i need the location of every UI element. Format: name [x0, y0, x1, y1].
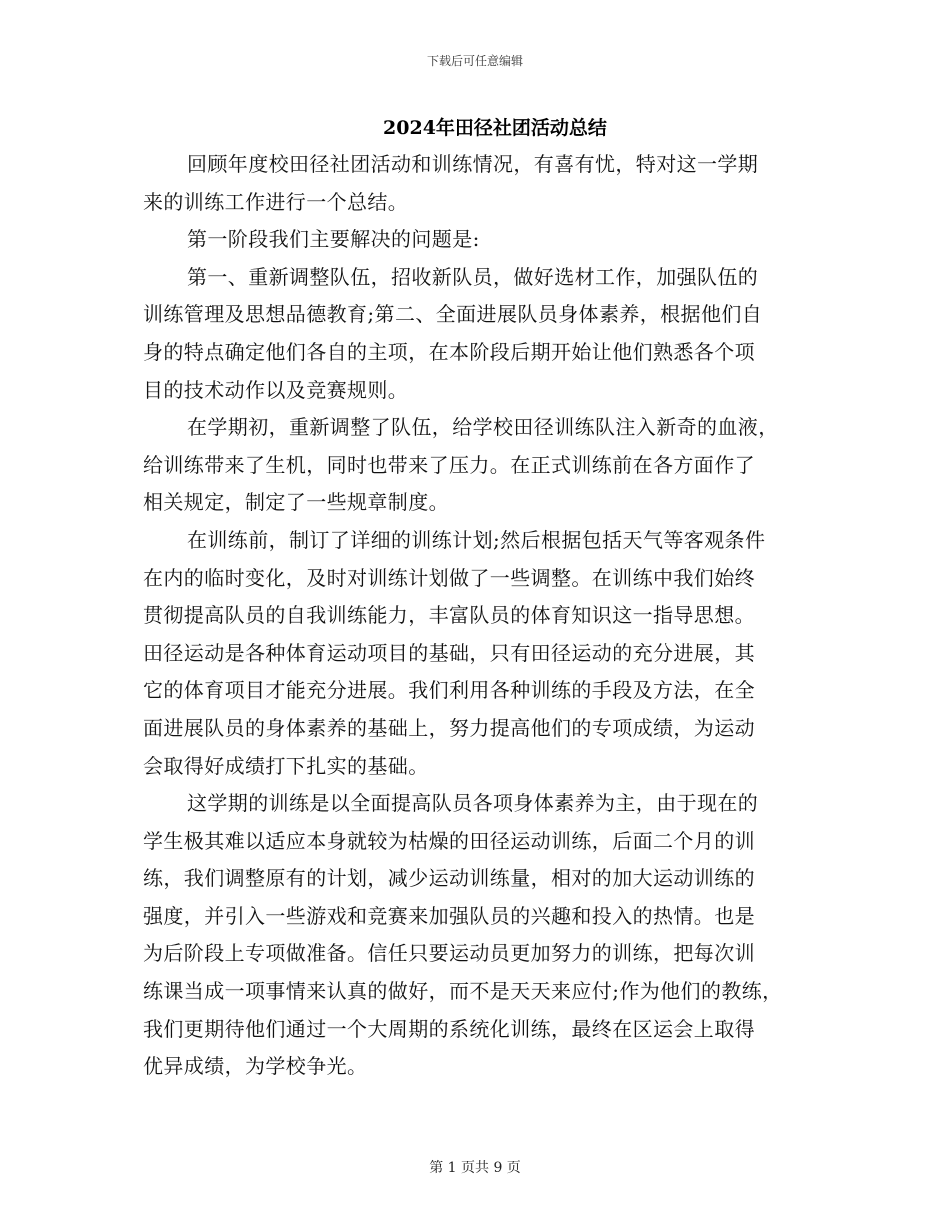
- body-line: 优异成绩，为学校争光。: [143, 1054, 368, 1079]
- body-line: 给训练带来了生机，同时也带来了压力。在正式训练前在各方面作了: [143, 452, 755, 477]
- body-line: 目的技术动作以及竞赛规则。: [143, 377, 409, 402]
- body-line: 第一阶段我们主要解决的问题是:: [187, 227, 480, 252]
- body-line: 回顾年度校田径社团活动和训练情况，有喜有忧，特对这一学期: [187, 152, 759, 176]
- document-body: [143, 146, 811, 1086]
- body-line: 身的特点确定他们各自的主项，在本阶段后期开始让他们熟悉各个项: [143, 339, 755, 364]
- page-footer: 第 1 页共 9 页: [429, 1160, 521, 1176]
- body-line: 我们更期待他们通过一个大周期的系统化训练，最终在区运会上取得: [143, 1016, 755, 1041]
- body-line: 练，我们调整原有的计划，减少运动训练量，相对的加大运动训练的: [143, 866, 755, 891]
- body-line: 贯彻提高队员的自我训练能力，丰富队员的体育知识这一指导思想。: [143, 603, 755, 628]
- body-line: 在学期初，重新调整了队伍，给学校田径训练队注入新奇的血液，: [187, 415, 779, 440]
- body-line: 会取得好成绩打下扎实的基础。: [143, 753, 429, 778]
- page-header: 下载后可任意编辑: [426, 54, 523, 68]
- body-line: 它的体育项目才能充分进展。我们利用各种训练的手段及方法，在全: [143, 678, 755, 703]
- body-line: 学生极其难以适应本身就较为枯燥的田径运动训练，后面二个月的训: [143, 828, 755, 853]
- body-line: 为后阶段上专项做准备。信任只要运动员更加努力的训练，把每次训: [143, 941, 755, 966]
- body-line: 第一、重新调整队伍，招收新队员，做好选材工作，加强队伍的: [187, 264, 759, 289]
- body-line: 训练管理及思想品德教育;第二、全面进展队员身体素养，根据他们自: [143, 302, 763, 327]
- body-line: 这学期的训练是以全面提高队员各项身体素养为主，由于现在的: [187, 791, 759, 816]
- body-line: 相关规定，制定了一些规章制度。: [143, 490, 449, 515]
- body-line: 强度，并引入一些游戏和竞赛来加强队员的兴趣和投入的热情。也是: [143, 903, 755, 928]
- body-line: 在训练前，制订了详细的训练计划;然后根据包括天气等客观条件: [187, 527, 766, 552]
- body-line: 田径运动是各种体育运动项目的基础，只有田径运动的充分进展，其: [143, 640, 755, 665]
- body-line: 在内的临时变化，及时对训练计划做了一些调整。在训练中我们始终: [143, 565, 755, 590]
- body-line: 练课当成一项事情来认真的做好，而不是天天来应付;作为他们的教练，: [143, 979, 783, 1004]
- body-line: 面进展队员的身体素养的基础上，努力提高他们的专项成绩，为运动: [143, 715, 755, 740]
- document-title: 2024年田径社团活动总结: [383, 117, 607, 139]
- body-line: 来的训练工作进行一个总结。: [143, 189, 409, 214]
